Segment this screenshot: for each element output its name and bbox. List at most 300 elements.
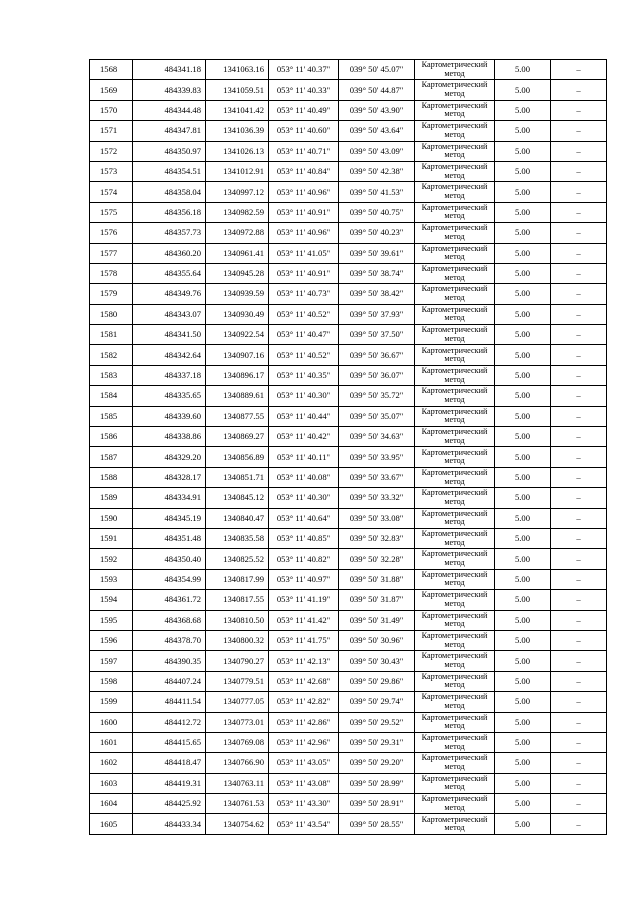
x-coordinate-cell: 484361.72	[133, 590, 206, 610]
method-cell: Картометрический метод	[415, 141, 495, 161]
method-cell: Картометрический метод	[415, 773, 495, 793]
longitude-cell: 039° 50' 29.52"	[339, 712, 415, 732]
accuracy-cell: 5.00	[495, 345, 551, 365]
y-coordinate-cell: 1340800.32	[206, 630, 269, 650]
latitude-cell: 053° 11' 42.82"	[269, 692, 339, 712]
method-cell: Картометрический метод	[415, 712, 495, 732]
accuracy-cell: 5.00	[495, 549, 551, 569]
y-coordinate-cell: 1340773.01	[206, 712, 269, 732]
longitude-cell: 039° 50' 44.87"	[339, 80, 415, 100]
table-row	[90, 794, 607, 814]
point-number-cell: 1581	[90, 325, 133, 345]
x-coordinate-cell: 484415.65	[133, 732, 206, 752]
longitude-cell: 039° 50' 31.88"	[339, 569, 415, 589]
note-cell: –	[551, 753, 607, 773]
method-cell: Картометрический метод	[415, 325, 495, 345]
method-cell: Картометрический метод	[415, 549, 495, 569]
point-number-cell: 1569	[90, 80, 133, 100]
note-cell: –	[551, 284, 607, 304]
point-number-cell: 1576	[90, 223, 133, 243]
latitude-cell: 053° 11' 40.91"	[269, 263, 339, 283]
y-coordinate-cell: 1340945.28	[206, 263, 269, 283]
point-number-cell: 1584	[90, 386, 133, 406]
point-number-cell: 1568	[90, 60, 133, 80]
note-cell: –	[551, 692, 607, 712]
method-cell: Картометрический метод	[415, 488, 495, 508]
longitude-cell: 039° 50' 33.32"	[339, 488, 415, 508]
method-cell: Картометрический метод	[415, 304, 495, 324]
note-cell: –	[551, 406, 607, 426]
accuracy-cell: 5.00	[495, 202, 551, 222]
point-number-cell: 1571	[90, 121, 133, 141]
method-cell: Картометрический метод	[415, 223, 495, 243]
accuracy-cell: 5.00	[495, 121, 551, 141]
table-row	[90, 386, 607, 406]
point-number-cell: 1604	[90, 794, 133, 814]
y-coordinate-cell: 1340856.89	[206, 447, 269, 467]
latitude-cell: 053° 11' 40.11"	[269, 447, 339, 467]
note-cell: –	[551, 365, 607, 385]
longitude-cell: 039° 50' 37.50"	[339, 325, 415, 345]
accuracy-cell: 5.00	[495, 223, 551, 243]
x-coordinate-cell: 484328.17	[133, 467, 206, 487]
latitude-cell: 053° 11' 41.05"	[269, 243, 339, 263]
latitude-cell: 053° 11' 40.35"	[269, 365, 339, 385]
x-coordinate-cell: 484343.07	[133, 304, 206, 324]
table-row	[90, 671, 607, 691]
x-coordinate-cell: 484341.50	[133, 325, 206, 345]
method-cell: Картометрический метод	[415, 569, 495, 589]
note-cell: –	[551, 386, 607, 406]
note-cell: –	[551, 182, 607, 202]
point-number-cell: 1594	[90, 590, 133, 610]
table-row	[90, 100, 607, 120]
x-coordinate-cell: 484418.47	[133, 753, 206, 773]
method-cell: Картометрический метод	[415, 610, 495, 630]
table-row	[90, 304, 607, 324]
point-number-cell: 1600	[90, 712, 133, 732]
latitude-cell: 053° 11' 40.73"	[269, 284, 339, 304]
x-coordinate-cell: 484339.60	[133, 406, 206, 426]
longitude-cell: 039° 50' 38.74"	[339, 263, 415, 283]
x-coordinate-cell: 484351.48	[133, 528, 206, 548]
accuracy-cell: 5.00	[495, 304, 551, 324]
x-coordinate-cell: 484338.86	[133, 427, 206, 447]
point-number-cell: 1605	[90, 814, 133, 834]
accuracy-cell: 5.00	[495, 263, 551, 283]
note-cell: –	[551, 712, 607, 732]
x-coordinate-cell: 484368.68	[133, 610, 206, 630]
method-cell: Картометрический метод	[415, 100, 495, 120]
note-cell: –	[551, 630, 607, 650]
note-cell: –	[551, 528, 607, 548]
note-cell: –	[551, 223, 607, 243]
longitude-cell: 039° 50' 32.83"	[339, 528, 415, 548]
longitude-cell: 039° 50' 45.07"	[339, 60, 415, 80]
method-cell: Картометрический метод	[415, 263, 495, 283]
note-cell: –	[551, 427, 607, 447]
table-row	[90, 651, 607, 671]
method-cell: Картометрический метод	[415, 651, 495, 671]
accuracy-cell: 5.00	[495, 692, 551, 712]
y-coordinate-cell: 1340810.50	[206, 610, 269, 630]
note-cell: –	[551, 488, 607, 508]
method-cell: Картометрический метод	[415, 447, 495, 467]
accuracy-cell: 5.00	[495, 488, 551, 508]
latitude-cell: 053° 11' 40.96"	[269, 223, 339, 243]
point-number-cell: 1585	[90, 406, 133, 426]
method-cell: Картометрический метод	[415, 467, 495, 487]
x-coordinate-cell: 484433.34	[133, 814, 206, 834]
note-cell: –	[551, 345, 607, 365]
method-cell: Картометрический метод	[415, 732, 495, 752]
method-cell: Картометрический метод	[415, 60, 495, 80]
y-coordinate-cell: 1340777.05	[206, 692, 269, 712]
accuracy-cell: 5.00	[495, 569, 551, 589]
note-cell: –	[551, 80, 607, 100]
method-cell: Картометрический метод	[415, 692, 495, 712]
point-number-cell: 1574	[90, 182, 133, 202]
x-coordinate-cell: 484349.76	[133, 284, 206, 304]
x-coordinate-cell: 484334.91	[133, 488, 206, 508]
latitude-cell: 053° 11' 40.42"	[269, 427, 339, 447]
accuracy-cell: 5.00	[495, 732, 551, 752]
point-number-cell: 1577	[90, 243, 133, 263]
table-row	[90, 243, 607, 263]
y-coordinate-cell: 1340769.08	[206, 732, 269, 752]
latitude-cell: 053° 11' 40.97"	[269, 569, 339, 589]
latitude-cell: 053° 11' 40.91"	[269, 202, 339, 222]
note-cell: –	[551, 60, 607, 80]
accuracy-cell: 5.00	[495, 243, 551, 263]
x-coordinate-cell: 484356.18	[133, 202, 206, 222]
y-coordinate-cell: 1340766.90	[206, 753, 269, 773]
note-cell: –	[551, 100, 607, 120]
latitude-cell: 053° 11' 40.60"	[269, 121, 339, 141]
y-coordinate-cell: 1340790.27	[206, 651, 269, 671]
x-coordinate-cell: 484335.65	[133, 386, 206, 406]
latitude-cell: 053° 11' 43.30"	[269, 794, 339, 814]
point-number-cell: 1575	[90, 202, 133, 222]
latitude-cell: 053° 11' 41.75"	[269, 630, 339, 650]
latitude-cell: 053° 11' 40.82"	[269, 549, 339, 569]
table-row	[90, 121, 607, 141]
method-cell: Картометрический метод	[415, 590, 495, 610]
x-coordinate-cell: 484347.81	[133, 121, 206, 141]
accuracy-cell: 5.00	[495, 651, 551, 671]
point-number-cell: 1603	[90, 773, 133, 793]
accuracy-cell: 5.00	[495, 794, 551, 814]
longitude-cell: 039° 50' 32.28"	[339, 549, 415, 569]
accuracy-cell: 5.00	[495, 80, 551, 100]
table-row	[90, 569, 607, 589]
table-row	[90, 325, 607, 345]
longitude-cell: 039° 50' 28.99"	[339, 773, 415, 793]
table-row	[90, 161, 607, 181]
note-cell: –	[551, 773, 607, 793]
latitude-cell: 053° 11' 40.37"	[269, 60, 339, 80]
longitude-cell: 039° 50' 36.07"	[339, 365, 415, 385]
method-cell: Картометрический метод	[415, 243, 495, 263]
note-cell: –	[551, 549, 607, 569]
point-number-cell: 1588	[90, 467, 133, 487]
y-coordinate-cell: 1341059.51	[206, 80, 269, 100]
longitude-cell: 039° 50' 38.42"	[339, 284, 415, 304]
accuracy-cell: 5.00	[495, 630, 551, 650]
y-coordinate-cell: 1340869.27	[206, 427, 269, 447]
y-coordinate-cell: 1340845.12	[206, 488, 269, 508]
longitude-cell: 039° 50' 34.63"	[339, 427, 415, 447]
longitude-cell: 039° 50' 42.38"	[339, 161, 415, 181]
note-cell: –	[551, 590, 607, 610]
method-cell: Картометрический метод	[415, 345, 495, 365]
table-row	[90, 447, 607, 467]
method-cell: Картометрический метод	[415, 284, 495, 304]
x-coordinate-cell: 484339.83	[133, 80, 206, 100]
table-row	[90, 365, 607, 385]
x-coordinate-cell: 484350.40	[133, 549, 206, 569]
table-row	[90, 202, 607, 222]
coordinates-table	[89, 59, 607, 835]
latitude-cell: 053° 11' 40.71"	[269, 141, 339, 161]
point-number-cell: 1587	[90, 447, 133, 467]
longitude-cell: 039° 50' 35.72"	[339, 386, 415, 406]
longitude-cell: 039° 50' 30.96"	[339, 630, 415, 650]
x-coordinate-cell: 484342.64	[133, 345, 206, 365]
point-number-cell: 1595	[90, 610, 133, 630]
y-coordinate-cell: 1340939.59	[206, 284, 269, 304]
y-coordinate-cell: 1340922.54	[206, 325, 269, 345]
latitude-cell: 053° 11' 41.19"	[269, 590, 339, 610]
point-number-cell: 1583	[90, 365, 133, 385]
x-coordinate-cell: 484354.99	[133, 569, 206, 589]
longitude-cell: 039° 50' 33.08"	[339, 508, 415, 528]
y-coordinate-cell: 1340896.17	[206, 365, 269, 385]
note-cell: –	[551, 508, 607, 528]
point-number-cell: 1572	[90, 141, 133, 161]
method-cell: Картометрический метод	[415, 161, 495, 181]
note-cell: –	[551, 610, 607, 630]
y-coordinate-cell: 1340997.12	[206, 182, 269, 202]
accuracy-cell: 5.00	[495, 712, 551, 732]
method-cell: Картометрический метод	[415, 508, 495, 528]
longitude-cell: 039° 50' 35.07"	[339, 406, 415, 426]
latitude-cell: 053° 11' 40.33"	[269, 80, 339, 100]
note-cell: –	[551, 732, 607, 752]
y-coordinate-cell: 1340889.61	[206, 386, 269, 406]
table-row	[90, 630, 607, 650]
latitude-cell: 053° 11' 40.08"	[269, 467, 339, 487]
method-cell: Картометрический метод	[415, 202, 495, 222]
point-number-cell: 1579	[90, 284, 133, 304]
accuracy-cell: 5.00	[495, 773, 551, 793]
note-cell: –	[551, 447, 607, 467]
y-coordinate-cell: 1341036.39	[206, 121, 269, 141]
x-coordinate-cell: 484412.72	[133, 712, 206, 732]
note-cell: –	[551, 141, 607, 161]
table-row	[90, 427, 607, 447]
method-cell: Картометрический метод	[415, 671, 495, 691]
x-coordinate-cell: 484407.24	[133, 671, 206, 691]
accuracy-cell: 5.00	[495, 467, 551, 487]
longitude-cell: 039° 50' 41.53"	[339, 182, 415, 202]
longitude-cell: 039° 50' 29.20"	[339, 753, 415, 773]
y-coordinate-cell: 1340982.59	[206, 202, 269, 222]
y-coordinate-cell: 1340817.99	[206, 569, 269, 589]
accuracy-cell: 5.00	[495, 182, 551, 202]
table-row	[90, 590, 607, 610]
longitude-cell: 039° 50' 43.09"	[339, 141, 415, 161]
method-cell: Картометрический метод	[415, 182, 495, 202]
y-coordinate-cell: 1341041.42	[206, 100, 269, 120]
latitude-cell: 053° 11' 42.86"	[269, 712, 339, 732]
note-cell: –	[551, 263, 607, 283]
longitude-cell: 039° 50' 29.31"	[339, 732, 415, 752]
x-coordinate-cell: 484354.51	[133, 161, 206, 181]
latitude-cell: 053° 11' 43.54"	[269, 814, 339, 834]
x-coordinate-cell: 484345.19	[133, 508, 206, 528]
note-cell: –	[551, 794, 607, 814]
latitude-cell: 053° 11' 40.52"	[269, 304, 339, 324]
method-cell: Картометрический метод	[415, 753, 495, 773]
table-row	[90, 712, 607, 732]
table-row	[90, 80, 607, 100]
point-number-cell: 1580	[90, 304, 133, 324]
method-cell: Картометрический метод	[415, 121, 495, 141]
table-row	[90, 263, 607, 283]
accuracy-cell: 5.00	[495, 406, 551, 426]
point-number-cell: 1602	[90, 753, 133, 773]
latitude-cell: 053° 11' 40.49"	[269, 100, 339, 120]
point-number-cell: 1590	[90, 508, 133, 528]
point-number-cell: 1592	[90, 549, 133, 569]
table-row	[90, 773, 607, 793]
latitude-cell: 053° 11' 43.08"	[269, 773, 339, 793]
latitude-cell: 053° 11' 42.13"	[269, 651, 339, 671]
table-row	[90, 467, 607, 487]
point-number-cell: 1573	[90, 161, 133, 181]
longitude-cell: 039° 50' 31.87"	[339, 590, 415, 610]
note-cell: –	[551, 243, 607, 263]
point-number-cell: 1596	[90, 630, 133, 650]
x-coordinate-cell: 484378.70	[133, 630, 206, 650]
longitude-cell: 039° 50' 29.86"	[339, 671, 415, 691]
method-cell: Картометрический метод	[415, 365, 495, 385]
accuracy-cell: 5.00	[495, 590, 551, 610]
x-coordinate-cell: 484329.20	[133, 447, 206, 467]
longitude-cell: 039° 50' 36.67"	[339, 345, 415, 365]
x-coordinate-cell: 484337.18	[133, 365, 206, 385]
note-cell: –	[551, 671, 607, 691]
accuracy-cell: 5.00	[495, 60, 551, 80]
accuracy-cell: 5.00	[495, 141, 551, 161]
table-row	[90, 284, 607, 304]
longitude-cell: 039° 50' 29.74"	[339, 692, 415, 712]
point-number-cell: 1593	[90, 569, 133, 589]
latitude-cell: 053° 11' 40.30"	[269, 386, 339, 406]
table-row	[90, 508, 607, 528]
method-cell: Картометрический метод	[415, 80, 495, 100]
y-coordinate-cell: 1340779.51	[206, 671, 269, 691]
y-coordinate-cell: 1340825.52	[206, 549, 269, 569]
latitude-cell: 053° 11' 40.52"	[269, 345, 339, 365]
table-row	[90, 345, 607, 365]
y-coordinate-cell: 1341012.91	[206, 161, 269, 181]
longitude-cell: 039° 50' 33.95"	[339, 447, 415, 467]
table-row	[90, 610, 607, 630]
y-coordinate-cell: 1340835.58	[206, 528, 269, 548]
coordinates-table-page	[89, 59, 607, 835]
x-coordinate-cell: 484425.92	[133, 794, 206, 814]
point-number-cell: 1597	[90, 651, 133, 671]
y-coordinate-cell: 1340961.41	[206, 243, 269, 263]
table-row	[90, 753, 607, 773]
latitude-cell: 053° 11' 41.42"	[269, 610, 339, 630]
y-coordinate-cell: 1340840.47	[206, 508, 269, 528]
accuracy-cell: 5.00	[495, 528, 551, 548]
accuracy-cell: 5.00	[495, 753, 551, 773]
accuracy-cell: 5.00	[495, 671, 551, 691]
latitude-cell: 053° 11' 40.30"	[269, 488, 339, 508]
longitude-cell: 039° 50' 43.90"	[339, 100, 415, 120]
accuracy-cell: 5.00	[495, 447, 551, 467]
longitude-cell: 039° 50' 37.93"	[339, 304, 415, 324]
y-coordinate-cell: 1340907.16	[206, 345, 269, 365]
table-row	[90, 60, 607, 80]
note-cell: –	[551, 467, 607, 487]
accuracy-cell: 5.00	[495, 284, 551, 304]
latitude-cell: 053° 11' 40.96"	[269, 182, 339, 202]
accuracy-cell: 5.00	[495, 100, 551, 120]
note-cell: –	[551, 304, 607, 324]
x-coordinate-cell: 484350.97	[133, 141, 206, 161]
point-number-cell: 1591	[90, 528, 133, 548]
y-coordinate-cell: 1340851.71	[206, 467, 269, 487]
method-cell: Картометрический метод	[415, 386, 495, 406]
note-cell: –	[551, 161, 607, 181]
y-coordinate-cell: 1340930.49	[206, 304, 269, 324]
longitude-cell: 039° 50' 33.67"	[339, 467, 415, 487]
x-coordinate-cell: 484358.04	[133, 182, 206, 202]
latitude-cell: 053° 11' 40.44"	[269, 406, 339, 426]
note-cell: –	[551, 814, 607, 834]
table-row	[90, 406, 607, 426]
y-coordinate-cell: 1340754.62	[206, 814, 269, 834]
x-coordinate-cell: 484344.48	[133, 100, 206, 120]
latitude-cell: 053° 11' 42.96"	[269, 732, 339, 752]
note-cell: –	[551, 569, 607, 589]
x-coordinate-cell: 484390.35	[133, 651, 206, 671]
note-cell: –	[551, 121, 607, 141]
x-coordinate-cell: 484419.31	[133, 773, 206, 793]
accuracy-cell: 5.00	[495, 386, 551, 406]
point-number-cell: 1589	[90, 488, 133, 508]
longitude-cell: 039° 50' 30.43"	[339, 651, 415, 671]
point-number-cell: 1601	[90, 732, 133, 752]
longitude-cell: 039° 50' 39.61"	[339, 243, 415, 263]
table-row	[90, 488, 607, 508]
method-cell: Картометрический метод	[415, 814, 495, 834]
table-row	[90, 182, 607, 202]
y-coordinate-cell: 1340972.88	[206, 223, 269, 243]
note-cell: –	[551, 651, 607, 671]
table-row	[90, 141, 607, 161]
y-coordinate-cell: 1341026.13	[206, 141, 269, 161]
latitude-cell: 053° 11' 40.84"	[269, 161, 339, 181]
latitude-cell: 053° 11' 40.64"	[269, 508, 339, 528]
point-number-cell: 1598	[90, 671, 133, 691]
table-row	[90, 223, 607, 243]
